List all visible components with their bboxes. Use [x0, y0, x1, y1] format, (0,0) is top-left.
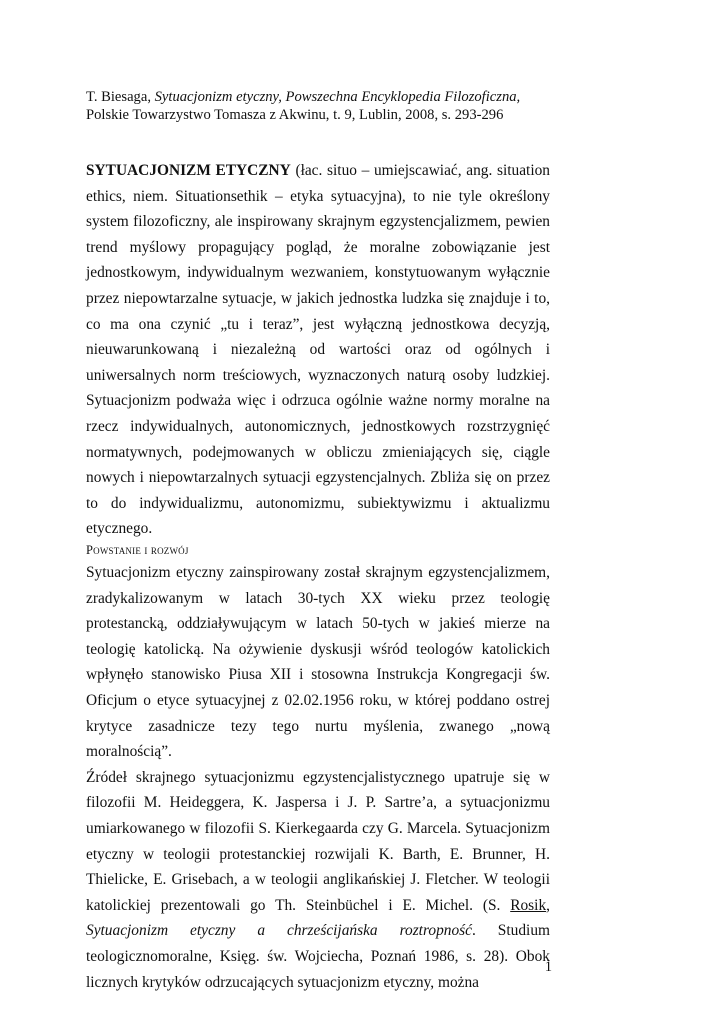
- reference-separator: ,: [546, 896, 550, 914]
- paragraph-2-start: Źródeł skrajnego sytuacjonizmu egzystencjalistycznego upatruje się w filozofii M. Heideggera, K. Jaspersa i J. P. Sartre’a, a sytuacjonizmu umiarkowanego w filozofii S. Kierkegaarda czy G. Marcela. Sytuacjonizm etyczny w teologii protestanckiej rozwijali K. Barth, E. Brunner, H. Thielicke, E. Grisebach, a w teologii anglikańskiej J. Fletcher. W teologii katolickiej prezentowali go Th. Steinbüchel i E. Michel. (S.: [86, 768, 550, 914]
- reference-author-link: Rosik: [510, 896, 547, 914]
- section-paragraph-1: Sytuacjonizm etyczny zainspirowany został skrajnym egzystencjalizmem, zradykalizowanym w latach 30-tych XX wieku przez teologię protestancką, oddziaływującym w latach 50-tych w jakieś mierze na teologię katolicką. Na ożywienie dyskusji wśród teologów katolickich wpłynęło stanowisko Piusa XII i stosowna Instrukcja Kongregacji św. Oficjum o etyce sytuacyjnej z 02.02.1956 roku, w której poddano ostrej krytyce zasadnicze tezy tego nurtu myślenia, zwanego „nową moralnością”.: [86, 564, 550, 761]
- section-body: [86, 560, 550, 995]
- section-heading: Powstanie i rozwój: [86, 543, 189, 557]
- citation-publisher: Polskie Towarzystwo Tomasza z Akwinu, t. 9, Lublin, 2008, s. 293-296: [86, 107, 504, 123]
- citation-title: Sytuacjonizm etyczny, Powszechna Encyklopedia Filozoficzna,: [154, 89, 521, 105]
- lead-term: SYTUACJONIZM ETYCZNY: [86, 162, 291, 179]
- bibliographic-citation: [86, 88, 646, 124]
- intro-paragraph: [86, 158, 550, 542]
- paragraph-2-end: . Studium teologicznomoralne, Księg. św. Wojciecha, Poznań 1986, s. 28). Obok licznych krytyków odrzucających sytuacjonizm etyczny, można: [86, 922, 550, 991]
- page-number: 1: [544, 959, 552, 975]
- citation-author: T. Biesaga,: [86, 89, 155, 105]
- intro-text: (łac. situo – umiejscawiać, ang. situation ethics, niem. Situationsethik – etyka sytuacyjna), to nie tyle określony system filozoficzny, ale inspirowany skrajnym egzystencjalizmem, pewien trend myślowy propagujący pogląd, że moralne zobowiązanie jest jednostkowym, indywidualnym wezwaniem, konstytuowanym wyłącznie przez niepowtarzalne sytuacje, w jakich jednostka ludzka się znajduje i to, co ma ona czynić „tu i teraz”, jest wyłączną jednostkowa decyzją, nieuwarunkowaną i niezależną od wartości oraz od ogólnych i uniwersalnych norm treściowych, wyznaczonych naturą osoby ludzkiej. Sytuacjonizm podważa więc i odrzuca ogólnie ważne normy moralne na rzecz indywidualnych, autonomicznych, jednostkowych rozstrzygnięć normatywnych, podejmowanych w obliczu zmieniających się, ciągle nowych i niepowtarzalnych sytuacji egzystencjalnych. Zbliża się on przez to do indywidualizmu, autonomizmu, subiektywizmu i aktualizmu etycznego.: [86, 162, 551, 538]
- reference-title: Sytuacjonizm etyczny a chrześcijańska roztropność: [86, 922, 472, 940]
- section-paragraph-2: [86, 765, 550, 995]
